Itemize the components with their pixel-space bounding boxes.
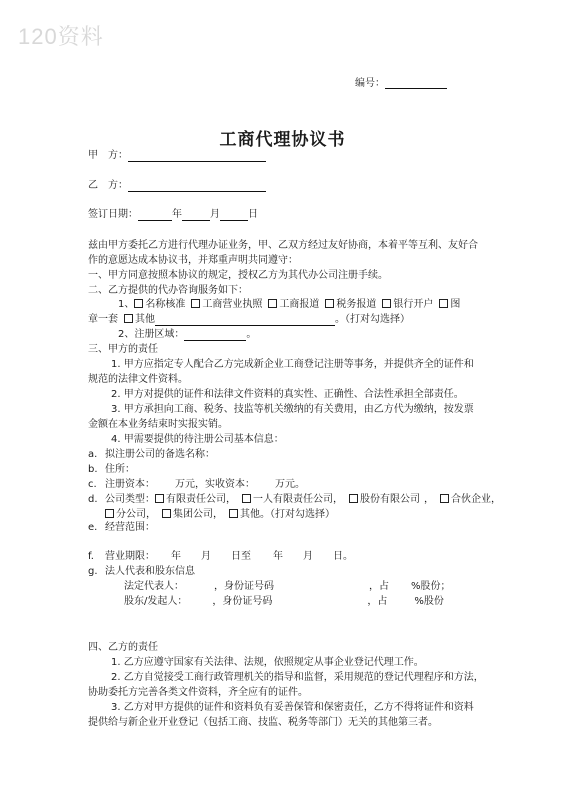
checkbox[interactable] xyxy=(134,299,143,308)
legal-rep-label: 法定代表人： xyxy=(124,581,184,592)
legal-rep-share: ，占 xyxy=(369,581,389,592)
sign-date-line xyxy=(88,209,258,221)
serial-label: 编号： xyxy=(355,78,385,89)
info-b xyxy=(88,464,135,476)
info-f-text: 营业期限： xyxy=(105,551,155,562)
b-duty-2-cont: 协助委托方完善各类文件资料，齐全应有的证件。 xyxy=(88,687,308,698)
checkbox[interactable] xyxy=(325,299,334,308)
b-duty-2: 2. 乙方自觉接受工商行政管理机关的指导和监督，采用规范的登记代理程序和方法， xyxy=(111,672,484,683)
services-number: 1、 xyxy=(118,299,135,310)
check-note: 。（打对勾选择） xyxy=(335,314,410,325)
legal-rep-pct: %股份； xyxy=(411,581,451,592)
info-c-text: 注册资本： xyxy=(105,479,155,490)
checkbox[interactable] xyxy=(439,299,448,308)
type-other: 其他。（打对勾选择） xyxy=(240,509,335,520)
services-row xyxy=(118,299,460,311)
a-duty-2: 2. 甲方对提供的证件和法律文件资料的真实性、正确性、合法性承担全部责任。 xyxy=(111,389,464,400)
checkbox[interactable] xyxy=(382,299,391,308)
option-bank-account: 银行开户 xyxy=(393,299,434,310)
option-other: 其他 xyxy=(135,314,155,325)
a-duty-1: 1. 甲方应指定专人配合乙方完成新企业工商登记注册等事务，并提供齐全的证件和 xyxy=(111,359,474,370)
marker-a: a. xyxy=(88,449,98,460)
type-single-member: 一人有限责任公司， xyxy=(253,494,343,505)
type-llc: 有限责任公司， xyxy=(166,494,236,505)
checkbox[interactable] xyxy=(349,494,358,503)
party-a-line xyxy=(88,150,266,162)
day-blank xyxy=(220,209,248,221)
info-c xyxy=(88,479,305,491)
section-1: 一、甲方同意按照本协议的规定，授权乙方为其代办公司注册手续。 xyxy=(88,270,388,281)
intro-line-1: 兹由甲方委托乙方进行代理办证业务，甲、乙双方经过友好协商，本着平等互利、友好合 xyxy=(88,240,478,251)
b-duty-3: 3. 乙方对甲方提供的证件和资料负有妥善保管和保密责任，乙方不得将证件和资料 xyxy=(111,702,474,713)
f-month-2: 月 xyxy=(303,551,313,562)
intro-line-2: 作的意愿达成本协议书，并郑重声明共同遵守： xyxy=(88,255,298,266)
checkbox[interactable] xyxy=(229,509,238,518)
region-end: 。 xyxy=(246,329,257,340)
info-g xyxy=(88,566,195,578)
party-b-blank xyxy=(128,180,266,192)
f-month: 月 xyxy=(201,551,211,562)
info-e-text: 经营范围： xyxy=(105,522,155,533)
type-group: 集团公司， xyxy=(173,509,223,520)
a-duty-3: 3. 甲方承担向工商、税务、技监等机关缴纳的有关费用，由乙方代为缴纳，按发票 xyxy=(111,404,474,415)
region-line xyxy=(118,329,256,341)
info-f xyxy=(88,551,353,563)
option-name-approval: 名称核准 xyxy=(145,299,186,310)
b-duty-3-cont: 提供给与新企业开业登记（包括工商、技监、税务等部门）无关的其他第三者。 xyxy=(88,717,438,728)
info-b-text: 住所： xyxy=(105,464,135,475)
type-partnership: 合伙企业， xyxy=(451,494,501,505)
year-label: 年 xyxy=(172,209,182,220)
party-a-blank xyxy=(128,150,266,162)
info-a-text: 拟注册公司的备选名称： xyxy=(105,449,215,460)
checkbox[interactable] xyxy=(105,509,114,518)
watermark: 120资料 xyxy=(18,24,104,49)
checkbox[interactable] xyxy=(162,509,171,518)
shareholder-id: ，身份证号码 xyxy=(212,596,273,607)
checkbox[interactable] xyxy=(155,494,164,503)
shareholder-row xyxy=(124,596,444,608)
services-row-2 xyxy=(88,314,410,326)
party-b-line xyxy=(88,180,266,192)
marker-c: c. xyxy=(88,479,97,490)
info-c-paid-in: 万元，实收资本： xyxy=(175,479,255,490)
region-blank xyxy=(184,329,246,341)
month-blank xyxy=(182,209,210,221)
legal-rep-row xyxy=(124,581,451,593)
serial-blank xyxy=(385,78,447,89)
b-duty-1: 1. 乙方应遵守国家有关法律、法规，依照规定从事企业登记代理工作。 xyxy=(111,657,424,668)
info-d xyxy=(88,494,501,506)
a-duty-4: 4. 甲需要提供的待注册公司基本信息： xyxy=(111,434,284,445)
marker-f: f. xyxy=(88,551,94,562)
info-d-text: 公司类型： xyxy=(105,494,155,505)
type-sep: ， xyxy=(424,494,434,505)
shareholder-pct: %股份 xyxy=(414,596,444,607)
shareholder-share: ，占 xyxy=(367,596,388,607)
f-year: 年 xyxy=(171,551,181,562)
info-d-row-2 xyxy=(105,509,335,521)
checkbox[interactable] xyxy=(124,314,133,323)
party-a-label: 甲 方： xyxy=(88,150,128,161)
other-blank xyxy=(155,314,335,326)
checkbox[interactable] xyxy=(440,494,449,503)
checkbox[interactable] xyxy=(191,299,200,308)
shareholder-label: 股东/发起人： xyxy=(124,596,188,607)
f-year-2: 年 xyxy=(273,551,283,562)
option-tax-report: 税务报道 xyxy=(336,299,377,310)
info-e xyxy=(88,522,155,534)
checkbox[interactable] xyxy=(242,494,251,503)
section-4-heading: 四、乙方的责任 xyxy=(88,642,158,653)
info-c-end: 万元。 xyxy=(275,479,305,490)
info-g-text: 法人代表和股东信息 xyxy=(105,566,195,577)
month-label: 月 xyxy=(210,209,220,220)
info-a xyxy=(88,449,215,461)
a-duty-1-cont: 规范的法律文件资料。 xyxy=(88,374,188,385)
region-label: 2、注册区域： xyxy=(118,329,185,340)
section-3-heading: 三、甲方的责任 xyxy=(88,344,158,355)
f-day-to: 日至 xyxy=(231,551,251,562)
option-seal: 图 xyxy=(450,299,461,310)
party-b-label: 乙 方： xyxy=(88,180,128,191)
f-day-2: 日。 xyxy=(333,551,353,562)
serial-number xyxy=(355,74,447,89)
sign-date-label: 签订日期： xyxy=(88,209,138,220)
section-2-heading: 二、乙方提供的代办咨询服务如下： xyxy=(88,285,248,296)
year-blank xyxy=(138,209,172,221)
option-seal-cont: 章一套 xyxy=(88,314,118,325)
marker-d: d. xyxy=(88,494,98,505)
checkbox[interactable] xyxy=(268,299,277,308)
option-business-report: 工商报道 xyxy=(279,299,320,310)
option-business-license: 工商营业执照 xyxy=(202,299,263,310)
type-joint-stock: 股份有限公司 xyxy=(360,494,420,505)
type-branch: 分公司， xyxy=(116,509,156,520)
document-title: 工商代理协议书 xyxy=(219,130,346,150)
marker-g: g. xyxy=(88,566,98,577)
marker-b: b. xyxy=(88,464,98,475)
marker-e: e. xyxy=(88,522,98,533)
day-label: 日 xyxy=(248,209,258,220)
a-duty-3-cont: 金额在本业务结束时实报实销。 xyxy=(88,419,228,430)
legal-rep-id: ，身份证号码 xyxy=(214,581,274,592)
